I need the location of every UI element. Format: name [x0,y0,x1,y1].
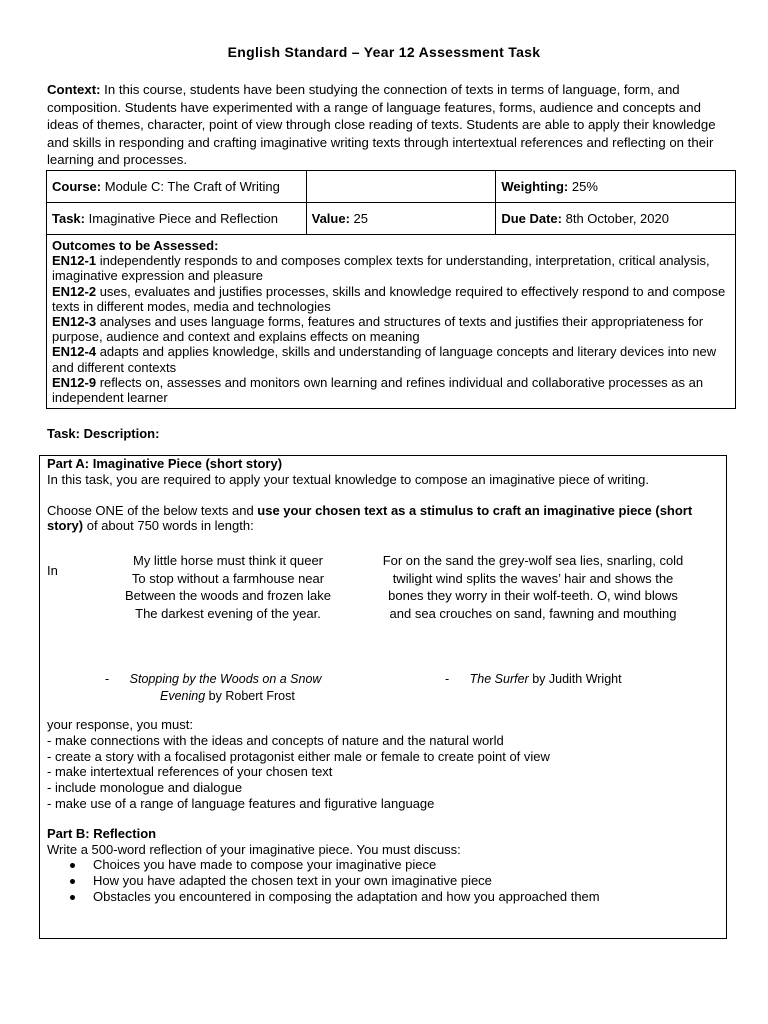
bullet-icon [70,879,75,884]
part-b-heading: Part B: Reflection [47,825,157,841]
bullet-text: How you have adapted the chosen text in your own imaginative piece [93,873,492,889]
task-value: Imaginative Piece and Reflection [88,211,278,226]
bullet-text: Choices you have made to compose your imaginative piece [93,857,437,873]
citation-title-cont: Evening [160,689,206,703]
citation-author: by Robert Frost [205,689,295,703]
requirement-item: - make intertextual references of your chosen text [47,764,333,780]
in-word: In [47,563,58,578]
outcome-text: independently responds to and composes complex texts for understanding, interpretation, critical analysis, imaginative expression and pleasure [52,253,710,284]
task-cell [47,203,307,235]
due-date-cell [496,203,736,235]
list-item [47,873,723,889]
requirement-item: - create a story with a focalised protagonist either male or female to create point of view [47,748,550,764]
outcome-text: adapts and applies knowledge, skills and understanding of language concepts and literary devices into new and different contexts [52,344,717,375]
outcome-text: uses, evaluates and justifies processes, skills and knowledge required to effectively respond to and compose texts in different modes, media and technologies [52,283,726,314]
value-label: Value: [311,211,350,226]
outcomes-row [47,235,736,409]
part-a-top [47,456,723,534]
assessment-info-table [46,170,736,409]
weighting-cell [496,171,736,203]
outcome-item [52,344,730,374]
course-label: Course: [52,179,102,194]
outcome-code: EN12-3 [52,314,97,330]
list-item [47,857,723,873]
outcome-code: EN12-4 [52,344,97,360]
poem-line: and sea crouches on sand, fawning and mouthing [389,605,677,621]
outcome-item [52,253,730,283]
response-intro: your response, you must: [47,717,193,732]
due-date-label: Due Date: [501,211,562,226]
requirement-item: - make connections with the ideas and concepts of nature and the natural world [47,732,504,748]
task-row [47,203,736,235]
poem-wright [348,552,718,622]
part-a-requirements [47,717,723,905]
course-row [47,171,736,203]
part-b-intro: Write a 500-word reflection of your imaginative piece. You must discuss: [47,841,461,857]
outcome-text: analyses and uses language forms, features and structures of texts and justifies their appropriateness for purpose, audience and context and explains effects on meaning [52,314,704,345]
part-b-bullet-list [47,857,723,904]
citation-dash: - [105,672,110,686]
value-cell [306,203,496,235]
bullet-icon [70,863,75,868]
course-cell [47,171,307,203]
value-value: 25 [353,211,368,226]
list-item [47,889,723,905]
outcome-code: EN12-1 [52,253,97,269]
task-description-heading: Task: Description: [47,426,160,441]
citation-title: The Surfer [469,672,529,686]
part-a-intro: In this task, you are required to apply your textual knowledge to compose an imaginative piece of writing. [47,471,649,487]
poem-line: twilight wind splits the waves’ hair and shows the [392,570,674,586]
outcome-item [52,375,730,405]
outcome-item [52,314,730,344]
poem-line: To stop without a farmhouse near [131,570,325,586]
empty-cell [306,171,496,203]
requirement-item: - include monologue and dialogue [47,780,243,796]
citation-dash: - [445,672,450,686]
choose-bold: use your chosen text as a stimulus to craft an imaginative piece (short story) [47,502,693,534]
part-a-choose [47,503,723,535]
outcome-text: reflects on, assesses and monitors own learning and refines individual and collaborative processes as an independent learner [52,374,704,406]
citation-author: by Judith Wright [528,672,622,686]
due-date-value: 8th October, 2020 [565,211,669,226]
task-box [39,455,727,939]
weighting-value: 25% [571,179,598,194]
bullet-icon [70,895,75,900]
context-paragraph [47,81,727,169]
part-a-heading: Part A: Imaginative Piece (short story) [47,456,283,471]
poem-line: bones they worry in their wolf-teeth. O, wind blows [388,588,678,603]
outcome-code: EN12-9 [52,374,97,390]
citation-frost [105,671,321,705]
outcome-code: EN12-2 [52,283,97,299]
document-title: English Standard – Year 12 Assessment Task [227,44,541,60]
poem-line: For on the sand the grey-wolf sea lies, snarling, cold [382,553,684,568]
citation-wright [445,671,622,688]
outcomes-cell [47,235,736,409]
poem-frost [83,552,373,622]
requirement-item: - make use of a range of language features and figurative language [47,795,435,811]
poem-line: My little horse must think it queer [132,553,324,568]
poem-line: Between the woods and frozen lake [125,588,331,603]
choose-post: of about 750 words in length: [83,518,254,534]
task-label: Task: [52,211,85,226]
context-label: Context: [47,82,101,97]
citation-title: Stopping by the Woods on a Snow [129,672,322,686]
weighting-label: Weighting: [501,179,569,194]
context-text: In this course, students have been studying the connection of texts in terms of language, form, and composition. Students have experimented with a range of language features, forms, audience and concepts and ideas of themes, character, point of view through close reading of texts. Students are able to apply their knowledge and skills in responding and crafting imaginative writing texts through intertextual references and reflecting on their learning and processes. [47,82,716,168]
outcomes-heading: Outcomes to be Assessed: [52,238,219,253]
course-value: Module C: The Craft of Writing [104,179,280,194]
outcome-item [52,284,730,314]
choose-pre: Choose ONE of the below texts and [47,502,258,518]
bullet-text: Obstacles you encountered in composing the adaptation and how you approached them [93,888,600,904]
poem-line: The darkest evening of the year. [135,605,321,621]
